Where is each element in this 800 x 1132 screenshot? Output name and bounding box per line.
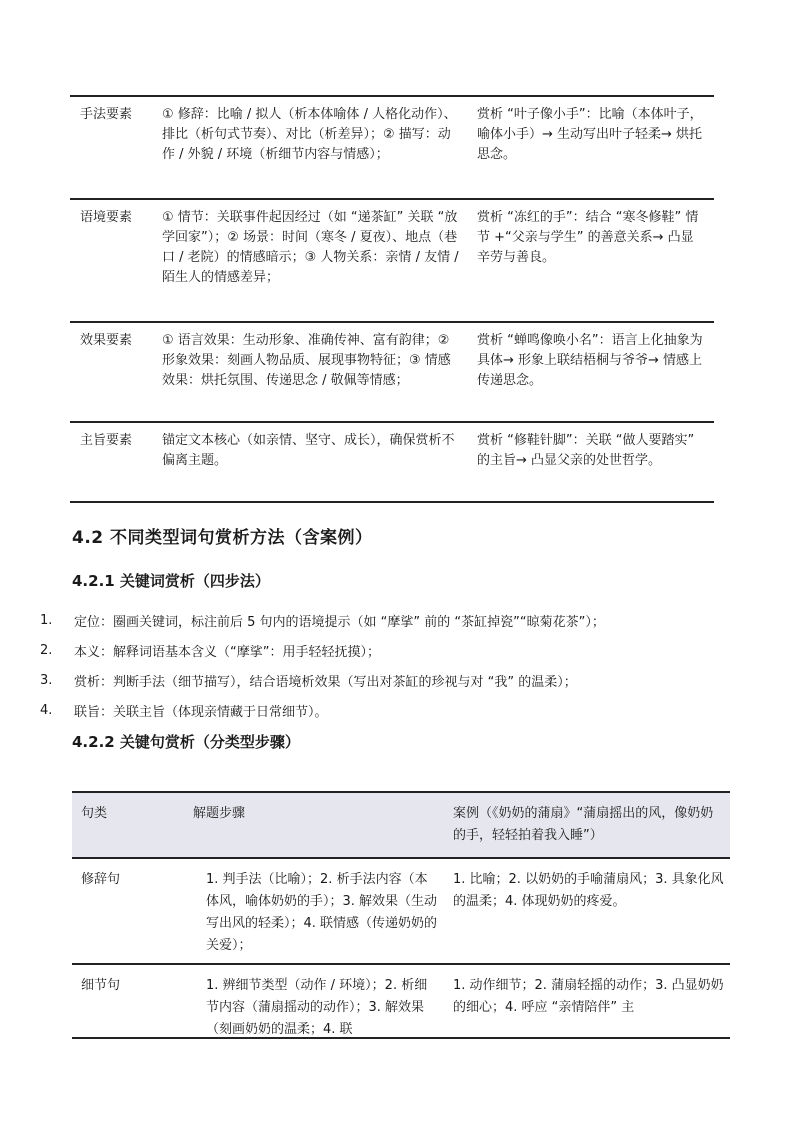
row-example: 1. 比喻；2. 以奶奶的手喻蒲扇风；3. 具象化风的温柔；4. 体现奶奶的疼爱。 xyxy=(453,872,724,909)
section-heading-4-2-1: 4.2.1 关键词赏析（四步法） xyxy=(72,572,270,590)
list-number: 3. xyxy=(40,672,53,688)
list-number: 4. xyxy=(40,702,53,718)
elements-table xyxy=(70,95,714,503)
sentence-analysis-table xyxy=(72,791,730,1039)
list-text: 定位：圈画关键词，标注前后 5 句内的语境提示（如 “摩挲” 前的 “茶缸掉瓷”“晾菊花茶”）； xyxy=(74,614,605,630)
header-cell-steps: 解题步骤 xyxy=(193,806,246,821)
row-example: 赏析 “叶子像小手”：比喻（本体叶子，喻体小手）→ 生动写出叶子轻柔→ 烘托思念。 xyxy=(477,107,703,162)
row-example: 1. 动作细节；2. 蒲扇轻摇的动作；3. 凸显奶奶的细心；4. 呼应 “亲情陪伴” 主 xyxy=(453,978,724,1015)
list-number: 2. xyxy=(40,642,53,658)
row-label: 效果要素 xyxy=(80,333,133,348)
row-content: 锚定文本核心（如亲情、坚守、成长），确保赏析不偏离主题。 xyxy=(162,433,455,468)
list-item xyxy=(40,635,760,665)
list-text: 本义：解释词语基本含义（“摩挲”：用手轻轻抚摸）； xyxy=(74,644,380,660)
row-content: ① 情节：关联事件起因经过（如 “递茶缸” 关联 “放学回家”）；② 场景：时间（寒冬 / 夏夜）、地点（巷口 / 老院）的情感暗示；③ 人物关系：亲情 / 友情 / 陌生人的情感差异； xyxy=(162,210,459,285)
row-label: 手法要素 xyxy=(80,107,133,122)
section-heading-4-2-2: 4.2.2 关键句赏析（分类型步骤） xyxy=(72,733,300,751)
table-row xyxy=(70,200,714,323)
header-cell-type: 句类 xyxy=(81,806,108,821)
table-header-row xyxy=(72,791,730,859)
row-steps: 1. 判手法（比喻）；2. 析手法内容（本体风，喻体奶奶的手）；3. 解效果（生动写出风的轻柔）；4. 联情感（传递奶奶的关爱）； xyxy=(206,872,438,953)
list-item xyxy=(40,665,760,695)
table-row xyxy=(72,965,730,1039)
row-content: ① 语言效果：生动形象、准确传神、富有韵律；② 形象效果：刻画人物品质、展现事物特征；③ 情感效果：烘托氛围、传递思念 / 敬佩等情感； xyxy=(162,333,451,388)
table-row xyxy=(70,323,714,423)
list-text: 赏析：判断手法（细节描写），结合语境析效果（写出对茶缸的珍视与对 “我” 的温柔）； xyxy=(74,674,577,690)
section-heading-4-2: 4.2 不同类型词句赏析方法（含案例） xyxy=(72,528,373,548)
steps-list xyxy=(40,605,760,725)
row-type: 细节句 xyxy=(81,978,121,993)
row-steps: 1. 辨细节类型（动作 / 环境）；2. 析细节内容（蒲扇摇动的动作）；3. 解效果（刻画奶奶的温柔；4. 联 xyxy=(206,978,428,1037)
list-item xyxy=(40,605,760,635)
row-example: 赏析 “蝉鸣像唤小名”：语言上化抽象为具体→ 形象上联结梧桐与爷爷→ 情感上传递思念。 xyxy=(477,333,703,388)
row-label: 语境要素 xyxy=(80,210,133,225)
row-example: 赏析 “冻红的手”：结合 “寒冬修鞋” 情节 +“父亲与学生” 的善意关系→ 凸显辛劳与善良。 xyxy=(477,210,699,265)
row-type: 修辞句 xyxy=(81,872,121,887)
row-example: 赏析 “修鞋针脚”：关联 “做人要踏实” 的主旨→ 凸显父亲的处世哲学。 xyxy=(477,433,695,468)
table-row xyxy=(70,423,714,503)
table-row xyxy=(72,859,730,965)
table-row xyxy=(70,97,714,200)
list-item xyxy=(40,695,760,725)
list-number: 1. xyxy=(40,612,53,628)
row-label: 主旨要素 xyxy=(80,433,133,448)
header-cell-example: 案例（《奶奶的蒲扇》“蒲扇摇出的风，像奶奶的手，轻轻拍着我入睡”） xyxy=(453,806,714,843)
list-text: 联旨：关联主旨（体现亲情藏于日常细节）。 xyxy=(74,704,328,720)
row-content: ① 修辞：比喻 / 拟人（析本体喻体 / 人格化动作）、排比（析句式节奏）、对比（析差异）；② 描写：动作 / 外貌 / 环境（析细节内容与情感）； xyxy=(162,107,457,162)
